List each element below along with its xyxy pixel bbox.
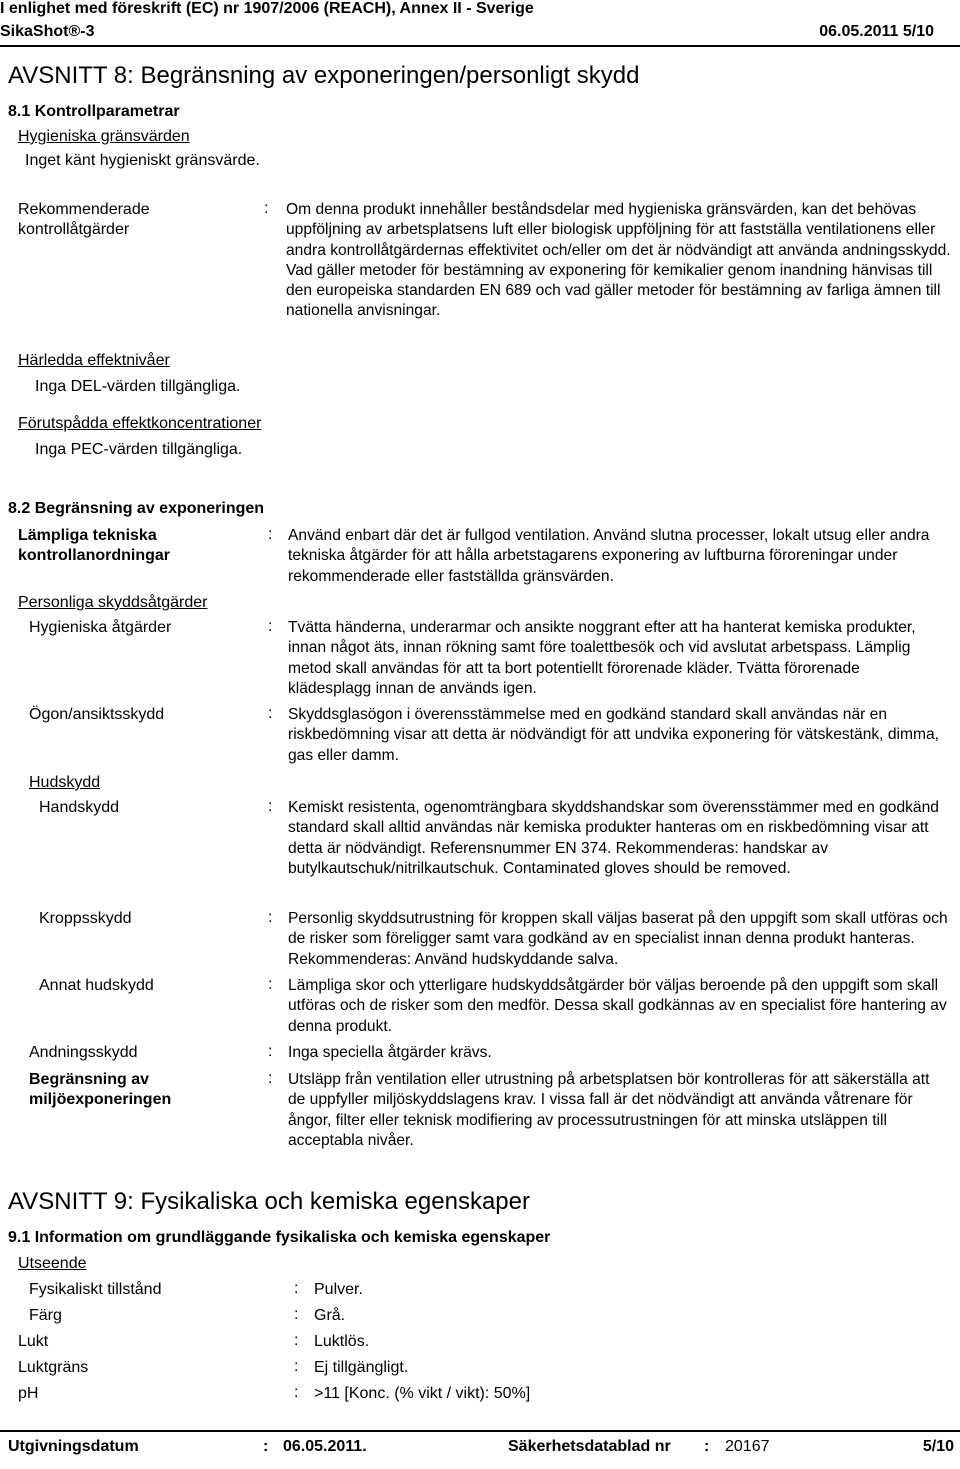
footer-sds-label: Säkerhetsdatablad nr xyxy=(508,1438,671,1455)
prop-label-state: Fysikaliskt tillstånd xyxy=(29,1281,162,1298)
footer-rule xyxy=(0,1430,960,1432)
product-name: SikaShot®-3 xyxy=(0,23,95,40)
hygiene-label: Hygieniska åtgärder xyxy=(29,619,172,636)
prop-value-odor-threshold: Ej tillgängligt. xyxy=(314,1359,409,1376)
rec-text: Om denna produkt innehåller beståndsdelar med hygieniska gränsvärden, kan det behövas uppföljning av arbetsplatsens luft eller biologisk uppföljning för att fastställa ventilationens eller andra kontrollåtgärdernas effektivitet och/eller om det är nödvändigt att använda andningsskydd. Vad gäller metoder för bestämning av exponering för kemikalier genom inandning hänvisas till den europeiska standarden EN 689 och vad gäller metoder för bestämning av farliga ämnen till nationella anvisningar. xyxy=(286,201,951,320)
env-text: Utsläpp från ventilation eller utrustning på arbetsplatsen bör kontrolleras för att säkerställa att de uppfyller miljöskyddslagens krav. I vissa fall är det nödvändigt att använda våtrenare för ångor, filter eller teknisk modifiering av processutrustningen för att minska utsläppen till acceptabla nivåer. xyxy=(288,1071,930,1149)
eye-colon: : xyxy=(268,705,273,722)
hand-colon: : xyxy=(268,798,273,815)
eng-text: Använd enbart där det är fullgod ventilation. Använd slutna processer, lokalt utsug eller andra tekniska åtgärder för att hålla arbetstagarens exponering av luftburna föroreningar under rekommenderade eller fastställda gränsvärden. xyxy=(288,527,930,585)
prop-label-odor: Lukt xyxy=(18,1333,49,1350)
footer-colon: : xyxy=(704,1438,710,1455)
footer-page: 5/10 xyxy=(922,1438,954,1455)
prop-colon: : xyxy=(294,1332,299,1349)
eye-text: Skyddsglasögon i överensstämmelse med en godkänd standard skall användas när en riskbedömning visar att detta är nödvändigt för att undvika exponering för vätskestänk, dimma, gas eller damm. xyxy=(288,706,939,764)
ppe-label: Personliga skyddsåtgärder xyxy=(18,594,208,611)
header-date-page: 06.05.2011 5/10 xyxy=(819,23,934,40)
prop-colon: : xyxy=(294,1384,299,1401)
prop-value-state: Pulver. xyxy=(314,1281,363,1298)
prop-colon: : xyxy=(294,1280,299,1297)
rec-label-line1: Rekommenderade xyxy=(18,201,150,218)
hygiene-text: Tvätta händerna, underarmar och ansikte noggrant efter att ha hanterat kemiska produkter, innan något äts, innan rökning samt före toalettbesök och vid avslutat arbetspass. Lämplig metod skall användas för att ta bort potentiellt förorenade kläder. Tvätta förorenade klädesplagg innan de används igen. xyxy=(288,619,916,697)
header-rule xyxy=(0,45,960,47)
resp-label: Andningsskydd xyxy=(29,1044,138,1061)
prop-label-odor-threshold: Luktgräns xyxy=(18,1359,89,1376)
prop-colon: : xyxy=(294,1306,299,1323)
footer-issue-date: 06.05.2011. xyxy=(283,1438,367,1455)
section-8-title: AVSNITT 8: Begränsning av exponeringen/personligt skydd xyxy=(8,62,640,89)
prop-label-ph: pH xyxy=(18,1385,39,1402)
skin-label: Hudskydd xyxy=(29,774,101,791)
eng-label-line1: Lämpliga tekniska xyxy=(18,527,157,544)
prop-value-odor: Luktlös. xyxy=(314,1333,370,1350)
footer-issue-label: Utgivningsdatum xyxy=(8,1438,139,1455)
prop-colon: : xyxy=(294,1358,299,1375)
body-colon: : xyxy=(268,909,273,926)
resp-colon: : xyxy=(268,1043,273,1060)
env-label-line1: Begränsning av xyxy=(29,1071,150,1088)
section-9-title: AVSNITT 9: Fysikaliska och kemiska egenskaper xyxy=(8,1188,530,1215)
resp-text: Inga speciella åtgärder krävs. xyxy=(288,1044,492,1061)
body-label: Kroppsskydd xyxy=(39,910,132,927)
other-skin-label: Annat hudskydd xyxy=(39,977,154,994)
subsection-9-1-title: 9.1 Information om grundläggande fysikaliska och kemiska egenskaper xyxy=(8,1229,551,1246)
rec-label-line2: kontrollåtgärder xyxy=(18,221,130,238)
hyg-limits-value: Inget känt hygieniskt gränsvärde. xyxy=(25,152,260,169)
hygiene-colon: : xyxy=(268,618,273,635)
footer-sds-number: 20167 xyxy=(725,1438,770,1455)
env-label-line2: miljöexponeringen xyxy=(29,1091,172,1108)
hyg-limits-label: Hygieniska gränsvärden xyxy=(18,128,190,145)
regulation-text: I enlighet med föreskrift (EC) nr 1907/2006 (REACH), Annex II - Sverige xyxy=(0,0,534,17)
dnel-value: Inga DEL-värden tillgängliga. xyxy=(35,378,241,395)
subsection-8-2-title: 8.2 Begränsning av exponeringen xyxy=(8,500,265,517)
hand-label: Handskydd xyxy=(39,799,120,816)
prop-value-ph: >11 [Konc. (% vikt / vikt): 50%] xyxy=(314,1385,531,1402)
other-skin-text: Lämpliga skor och ytterligare hudskyddsåtgärder bör väljas beroende på den uppgift som skall utföras och de risker som den medför. Dessa skall godkännas av en specialist före hantering av denna produkt. xyxy=(288,977,947,1035)
hand-text: Kemiskt resistenta, ogenomträngbara skyddshandskar som överensstämmer med en godkänd standard skall alltid användas när kemiska produkter hanteras om en riskbedömning visar att detta är nödvändigt. Referensnummer EN 374. Rekommenderas: handskar av butylkautschuk/nitrilkautschuk. Contaminated gloves should be removed. xyxy=(288,799,939,877)
rec-colon: : xyxy=(264,200,269,217)
pnec-value: Inga PEC-värden tillgängliga. xyxy=(35,441,243,458)
prop-value-color: Grå. xyxy=(314,1307,346,1324)
pnec-label: Förutspådda effektkoncentrationer xyxy=(18,415,262,432)
page-header xyxy=(0,0,960,45)
footer-colon: : xyxy=(263,1438,269,1455)
prop-label-color: Färg xyxy=(29,1307,62,1324)
body-text: Personlig skyddsutrustning för kroppen skall väljas baserat på den uppgift som skall utföras och de risker som föreligger samt vara godkänd av en specialist innan denna produkt hanteras. Rekommenderas: Använd hudskyddande salva. xyxy=(288,910,948,968)
dnel-label: Härledda effektnivåer xyxy=(18,352,170,369)
eye-label: Ögon/ansiktsskydd xyxy=(29,706,165,723)
eng-colon: : xyxy=(268,526,273,543)
eng-label-line2: kontrollanordningar xyxy=(18,547,170,564)
env-colon: : xyxy=(268,1070,273,1087)
other-skin-colon: : xyxy=(268,976,273,993)
subsection-8-1-title: 8.1 Kontrollparametrar xyxy=(8,103,180,120)
appearance-label: Utseende xyxy=(18,1255,87,1272)
